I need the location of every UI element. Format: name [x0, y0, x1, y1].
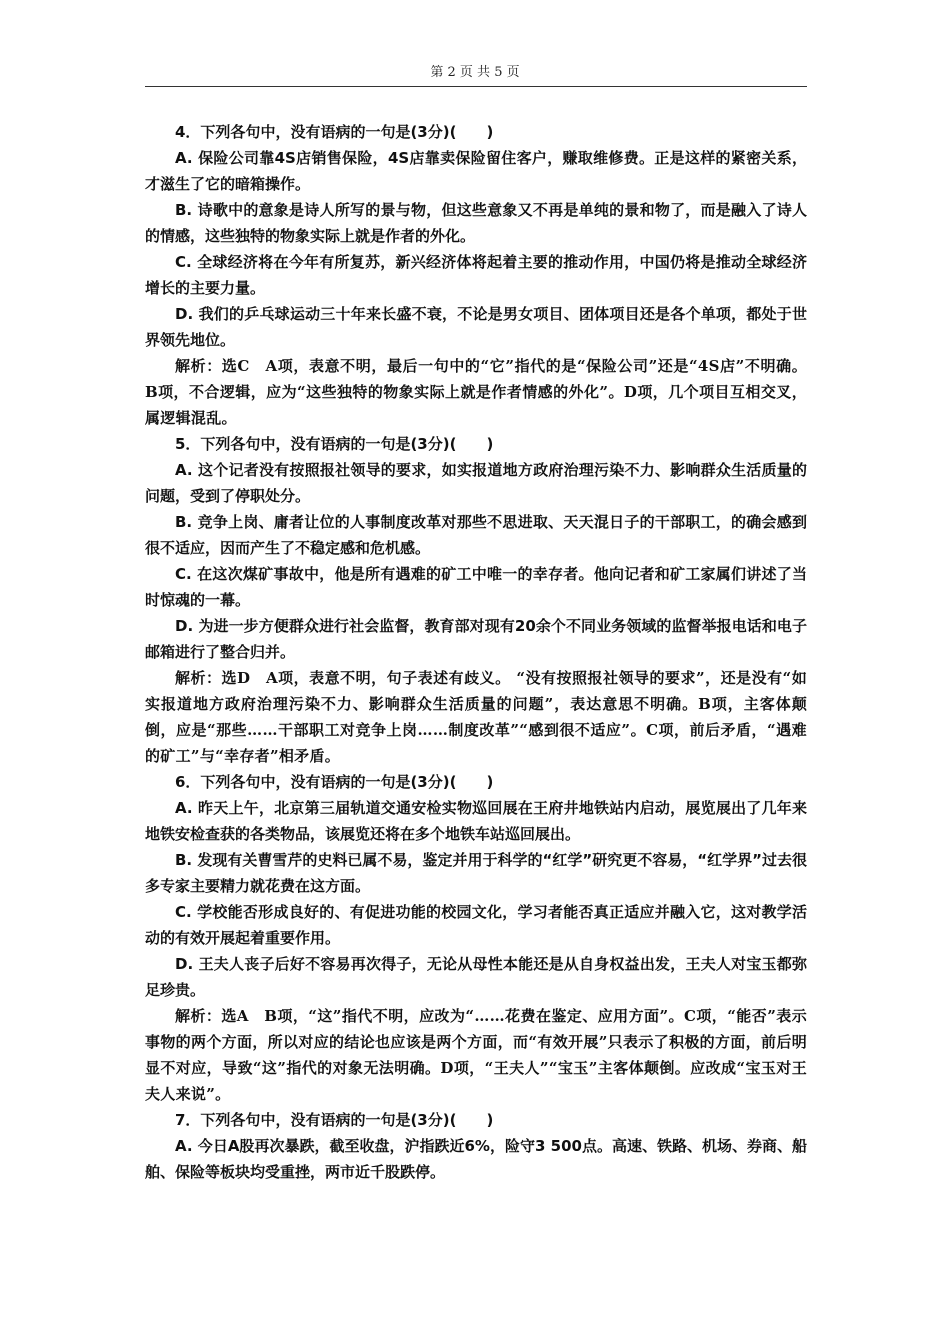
option-item: B. 竞争上岗、庸者让位的人事制度改革对那些不思进取、天天混日子的干部职工，的确会感到很不适应，因而产生了不稳定感和危机感。 [145, 513, 807, 557]
question-stem: 5．下列各句中，没有语病的一句是(3分)( ) [175, 435, 494, 453]
option-item: B. 诗歌中的意象是诗人所写的景与物，但这些意象又不再是单纯的景和物了，而是融入了诗人的情感，这些独特的物象实际上就是作者的外化。 [145, 201, 807, 245]
question-stem: 6．下列各句中，没有语病的一句是(3分)( ) [175, 773, 494, 791]
option-item: A. 保险公司靠4S店销售保险，4S店靠卖保险留住客户，赚取维修费。正是这样的紧密关系，才滋生了它的暗箱操作。 [145, 149, 807, 193]
answer-text: 选C A项，表意不明，最后一句中的“它”指代的是“保险公司”还是“4S店”不明确。B项，不合逻辑，应为“这些独特的物象实际上就是作者情感的外化”。D项，几个项目互相交叉，属逻辑混乱。 [145, 357, 807, 427]
answer-explanation [145, 665, 807, 769]
answer-explanation [145, 1003, 807, 1107]
option-item: B. 发现有关曹雪芹的史料已属不易，鉴定并用于科学的“红学”研究更不容易，“红学界”过去很多专家主要精力就花费在这方面。 [145, 851, 807, 895]
option-item: D. 我们的乒乓球运动三十年来长盛不衰，不论是男女项目、团体项目还是各个单项，都处于世界领先地位。 [145, 305, 807, 349]
page-header: 第 2 页 共 5 页 [430, 65, 520, 80]
answer-text: 选A B项，“这”指代不明，应改为“……花费在鉴定、应用方面”。C项，“能否”表示事物的两个方面，所以对应的结论也应该是两个方面，而“有效开展”只表示了积极的方面，前后明显不对应，导致“这”指代的对象无法明确。D项，“王夫人”“宝玉”主客体颠倒。应改成“宝玉对王夫人来说”。 [145, 1007, 807, 1103]
question-stem: 7．下列各句中，没有语病的一句是(3分)( ) [175, 1111, 494, 1129]
answer-label: 解析： [175, 669, 222, 687]
option-item: C. 在这次煤矿事故中，他是所有遇难的矿工中唯一的幸存者。他向记者和矿工家属们讲述了当时惊魂的一幕。 [145, 565, 807, 609]
option-item: A. 今日A股再次暴跌，截至收盘，沪指跌近6%，险守3 500点。高速、铁路、机场、券商、船舶、保险等板块均受重挫，两市近千股跌停。 [145, 1137, 807, 1181]
option-item: A. 昨天上午，北京第三届轨道交通安检实物巡回展在王府井地铁站内启动，展览展出了几年来地铁安检查获的各类物品，该展览还将在多个地铁车站巡回展出。 [145, 799, 807, 843]
option-item: C. 全球经济将在今年有所复苏，新兴经济体将起着主要的推动作用，中国仍将是推动全球经济增长的主要力量。 [145, 253, 807, 297]
document-body [145, 119, 807, 1185]
option-item: A. 这个记者没有按照报社领导的要求，如实报道地方政府治理污染不力、影响群众生活质量的问题，受到了停职处分。 [145, 461, 807, 505]
question-stem: 4．下列各句中，没有语病的一句是(3分)( ) [175, 123, 494, 141]
answer-label: 解析： [175, 357, 222, 375]
answer-explanation [145, 353, 807, 431]
option-item: C. 学校能否形成良好的、有促进功能的校园文化，学习者能否真正适应并融入它，这对教学活动的有效开展起着重要作用。 [145, 903, 807, 947]
option-item: D. 王夫人丧子后好不容易再次得子，无论从母性本能还是从自身权益出发，王夫人对宝玉都弥足珍贵。 [145, 955, 807, 999]
header-divider [145, 86, 807, 87]
answer-label: 解析： [175, 1007, 222, 1025]
answer-text: 选D A项，表意不明，句子表述有歧义。 “没有按照报社领导的要求”，还是没有“如实报道地方政府治理污染不力、影响群众生活质量的问题”，表达意思不明确。B项，主客体颠倒，应是“那些……干部职工对竞争上岗……制度改革”“感到很不适应”。C项，前后矛盾，“遇难的矿工”与“幸存者”相矛盾。 [145, 669, 807, 765]
option-item: D. 为进一步方便群众进行社会监督，教育部对现有20余个不同业务领域的监督举报电话和电子邮箱进行了整合归并。 [145, 617, 807, 661]
